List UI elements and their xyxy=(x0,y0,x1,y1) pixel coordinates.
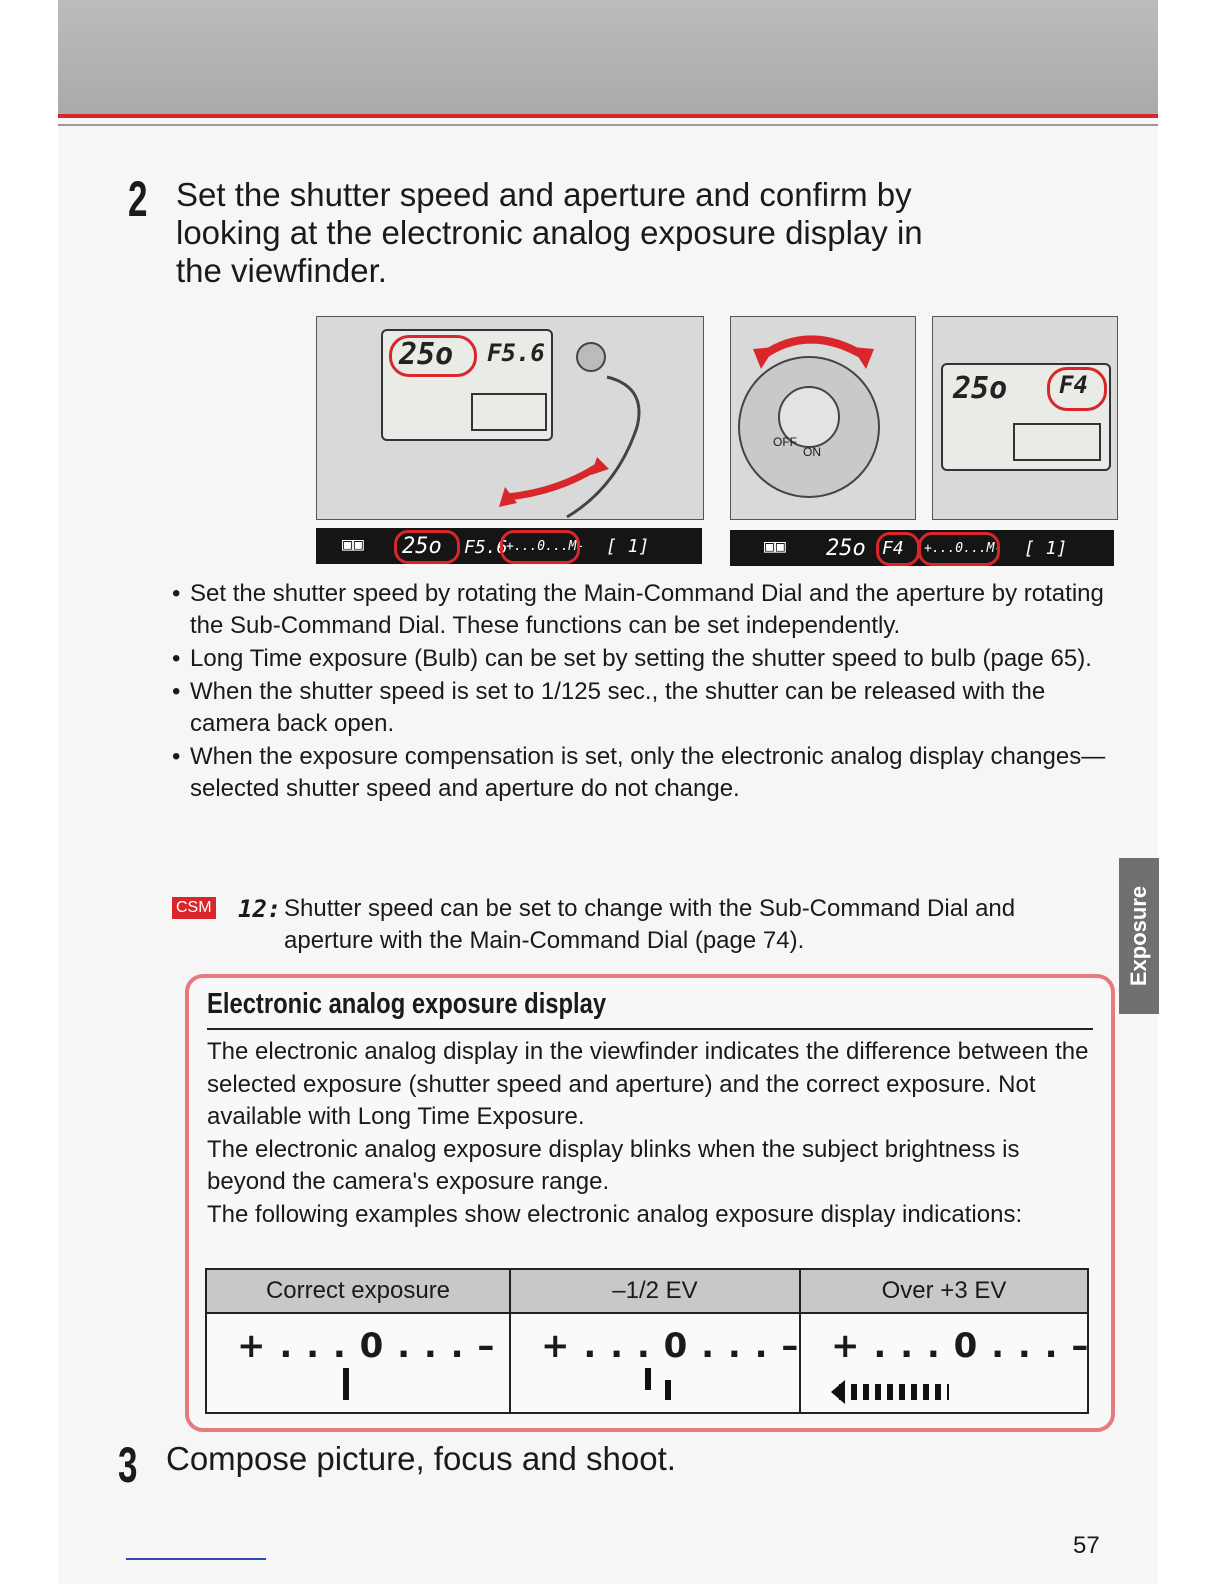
step-2-title-line: looking at the electronic analog exposure display in xyxy=(176,214,923,251)
step-2-title-line: Set the shutter speed and aperture and confirm by xyxy=(176,176,912,213)
vf-right-aperture-highlight xyxy=(876,532,920,566)
camera-body-drawing xyxy=(317,317,703,519)
analog-display-examples-table xyxy=(205,1268,1089,1414)
step-2-title-line: the viewfinder. xyxy=(176,252,387,289)
table-header: –1/2 EV xyxy=(510,1269,800,1313)
metering-icon: ▣▣ xyxy=(342,534,364,555)
scale-offset-bar xyxy=(665,1380,671,1400)
vf-left-shutter: 25o xyxy=(402,534,442,559)
csm-text: Shutter speed can be set to change with the Sub-Command Dial and aperture with the Main-Command Dial (page 74). xyxy=(284,895,1016,954)
header-red-rule xyxy=(58,114,1158,118)
analog-scale-correct: + . . . 0 . . . – xyxy=(237,1326,496,1366)
scale-center-bar xyxy=(343,1368,349,1400)
lcd-frame-count-box xyxy=(1013,423,1101,461)
step-2-bullet-list xyxy=(172,578,1117,806)
csm-badge: CSM xyxy=(172,897,216,919)
section-side-tab-label: Exposure xyxy=(1126,885,1151,987)
dial-rotate-arrow-icon xyxy=(761,340,866,358)
header-gray-rule xyxy=(58,124,1158,126)
mode-dial-drawing xyxy=(731,317,915,519)
csm-code: 12: xyxy=(238,895,282,923)
page-number: 57 xyxy=(1073,1532,1100,1559)
rotate-arrow-icon xyxy=(507,467,597,497)
vf-right-shutter: 25o xyxy=(826,536,866,561)
overexposure-bar xyxy=(839,1384,949,1400)
mode-dial-photo xyxy=(730,316,916,520)
overflow-arrow-icon xyxy=(831,1380,845,1404)
light-switch-icon xyxy=(577,343,605,371)
panel-paragraph: The electronic analog exposure display blinks when the subject brightness is beyond the camera's exposure range. xyxy=(207,1135,1020,1195)
dial-on-label: ON xyxy=(803,445,821,459)
lcd-right-aperture: F4 xyxy=(1059,371,1088,399)
step-2-title xyxy=(176,176,923,290)
analog-display-panel xyxy=(185,974,1115,1432)
top-lcd-right xyxy=(941,363,1111,471)
table-header: Over +3 EV xyxy=(800,1269,1088,1313)
table-row xyxy=(206,1313,1088,1413)
panel-paragraph: The electronic analog display in the viewfinder indicates the difference between the selected exposure (shutter speed and aperture) and the correct exposure. Not available with Long Time Exposure. xyxy=(207,1038,1089,1130)
vf-left-analog-highlight xyxy=(500,530,580,564)
table-cell xyxy=(800,1313,1088,1413)
metering-icon: ▣▣ xyxy=(764,536,786,557)
vf-right-aperture: F4 xyxy=(882,538,904,559)
vf-right-frame-count: [ 1] xyxy=(1024,538,1068,559)
vf-right-analog-display: +...0...M- xyxy=(924,541,1003,556)
viewfinder-display-right xyxy=(730,530,1114,566)
vf-left-analog-display: +...0...M- xyxy=(506,539,585,554)
panel-title: Electronic analog exposure display xyxy=(207,988,607,1020)
analog-scale-minus-half: + . . . 0 . . . – xyxy=(541,1326,800,1366)
camera-top-photo-right xyxy=(932,316,1118,520)
lcd-right-shutter: 25o xyxy=(953,371,1008,406)
table-cell xyxy=(510,1313,800,1413)
table-header: Correct exposure xyxy=(206,1269,510,1313)
scale-center-bar xyxy=(645,1368,651,1390)
list-item: • When the shutter speed is set to 1/125 sec., the shutter can be released with the camera back open. xyxy=(172,676,1117,740)
step-2-number: 2 xyxy=(128,171,148,227)
vf-left-aperture: F5.6 xyxy=(464,537,508,558)
footer-blue-line xyxy=(126,1558,266,1560)
viewfinder-display-left xyxy=(316,528,702,564)
lcd-left-aperture: F5.6 xyxy=(487,339,545,367)
list-item: • When the exposure compensation is set, only the electronic analog display changes—selected shutter speed and aperture do not change. xyxy=(172,741,1117,805)
header-band xyxy=(58,0,1158,118)
lcd-left-shutter: 25o xyxy=(399,337,454,372)
list-item: • Long Time exposure (Bulb) can be set by setting the shutter speed to bulb (page 65). xyxy=(172,643,1117,675)
analog-scale-over-plus-3: + . . . 0 . . . – xyxy=(831,1326,1090,1366)
camera-top-photo-left xyxy=(316,316,704,520)
panel-title-rule xyxy=(207,1028,1093,1030)
step-3-number: 3 xyxy=(118,1437,138,1493)
panel-paragraph: The following examples show electronic analog exposure display indications: xyxy=(207,1200,1023,1228)
vf-left-frame-count: [ 1] xyxy=(606,536,650,557)
step-3-title: Compose picture, focus and shoot. xyxy=(166,1440,676,1477)
list-item: • Set the shutter speed by rotating the Main-Command Dial and the aperture by rotating the Sub-Command Dial. These functions can be set independently. xyxy=(172,578,1117,642)
dial-off-label: OFF xyxy=(773,435,797,449)
lcd-right-aperture-highlight xyxy=(1047,367,1107,411)
vf-left-shutter-highlight xyxy=(394,530,460,564)
panel-body xyxy=(207,1036,1097,1231)
table-cell xyxy=(206,1313,510,1413)
table-header-row xyxy=(206,1269,1088,1313)
vf-right-analog-highlight xyxy=(918,532,1003,566)
